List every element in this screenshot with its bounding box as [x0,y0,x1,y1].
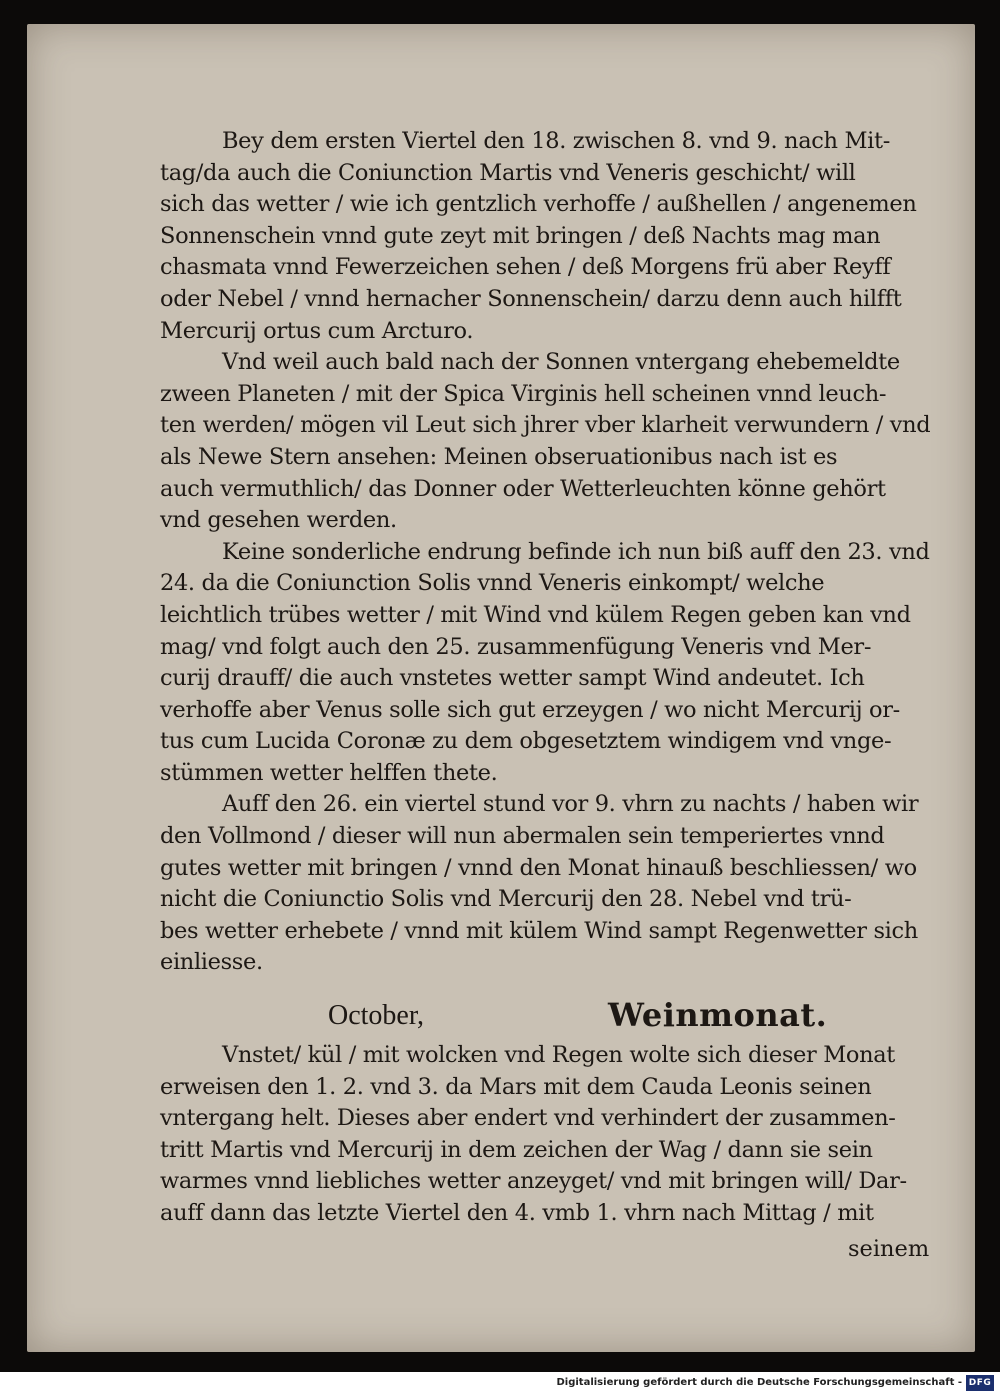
text-line: auff dann das letzte Viertel den 4. vmb 1. vhrn nach Mittag / mit [160,1199,874,1226]
text-line: vnd gesehen werden. [160,507,397,534]
text-line: stümmen wetter helffen thete. [160,759,498,786]
text-line: tag/da auch die Coniunction Martis vnd Veneris geschicht/ will [160,159,856,186]
text-line: warmes vnnd liebliches wetter anzeyget/ vnd mit bringen will/ Dar- [160,1168,907,1195]
text-line: Vnd weil auch bald nach der Sonnen vntergang ehebemeldte [222,349,900,376]
text-line: vntergang helt. Dieses aber endert vnd verhindert der zusammen- [160,1105,896,1132]
text-line: chasmata vnnd Fewerzeichen sehen / deß Morgens frü aber Reyff [160,254,891,281]
text-line: sich das wetter / wie ich gentzlich verhoffe / außhellen / angenemen [160,191,917,218]
text-line: gutes wetter mit bringen / vnnd den Monat hinauß beschliessen/ wo [160,854,917,881]
text-line: mag/ vnd folgt auch den 25. zusammenfügung Veneris vnd Mer- [160,633,872,660]
text-block-september [160,126,940,979]
text-line: verhoffe aber Venus solle sich gut erzeygen / wo nicht Mercurij or- [160,696,900,723]
catchword: seinem [848,1236,930,1262]
month-heading-german: Weinmonat. [608,996,828,1034]
footer-credit: Digitalisierung gefördert durch die Deutsche Forschungsgemeinschaft - [556,1377,962,1388]
text-line: zween Planeten / mit der Spica Virginis hell scheinen vnnd leuch- [160,380,887,407]
text-line: Keine sonderliche endrung befinde ich nun biß auff den 23. vnd [222,538,930,565]
text-line: Bey dem ersten Viertel den 18. zwischen 8. vnd 9. nach Mit- [222,128,890,154]
dfg-logo: DFG [966,1375,994,1391]
text-line: auch vermuthlich/ das Donner oder Wetterleuchten könne gehört [160,475,886,502]
text-line: leichtlich trübes wetter / mit Wind vnd külem Regen geben kan vnd [160,601,911,628]
month-heading [160,996,940,1036]
text-line: tritt Martis vnd Mercurij in dem zeichen der Wag / dann sie sein [160,1136,873,1163]
text-line: 24. da die Coniunction Solis vnnd Veneris einkompt/ welche [160,570,825,597]
month-heading-latin: October, [328,1000,425,1031]
text-line: ten werden/ mögen vil Leut sich jhrer vber klarheit verwundern / vnd [160,412,931,439]
text-line: den Vollmond / dieser will nun abermalen sein temperiertes vnnd [160,823,885,850]
text-line: einliesse. [160,949,263,976]
text-line: curij drauff/ die auch vnstetes wetter sampt Wind andeutet. Ich [160,665,865,692]
text-line: als Newe Stern ansehen: Meinen obseruationibus nach ist es [160,443,838,470]
text-line: Sonnenschein vnnd gute zeyt mit bringen / deß Nachts mag man [160,222,881,249]
footer-bar [0,1372,1000,1395]
text-line: Mercurij ortus cum Arcturo. [160,317,474,344]
text-line: oder Nebel / vnnd hernacher Sonnenschein/ darzu denn auch hilfft [160,285,902,312]
text-line: Auff den 26. ein viertel stund vor 9. vhrn zu nachts / haben wir [222,791,919,818]
text-line: nicht die Coniunctio Solis vnd Mercurij den 28. Nebel vnd trü- [160,886,852,913]
text-block-october [160,1040,940,1230]
text-line: tus cum Lucida Coronæ zu dem obgesetztem windigem vnd vnge- [160,728,892,755]
text-line: erweisen den 1. 2. vnd 3. da Mars mit dem Cauda Leonis seinen [160,1073,872,1100]
text-line: Vnstet/ kül / mit wolcken vnd Regen wolte sich dieser Monat [222,1042,895,1068]
text-line: bes wetter erhebete / vnnd mit külem Wind sampt Regenwetter sich [160,917,918,944]
